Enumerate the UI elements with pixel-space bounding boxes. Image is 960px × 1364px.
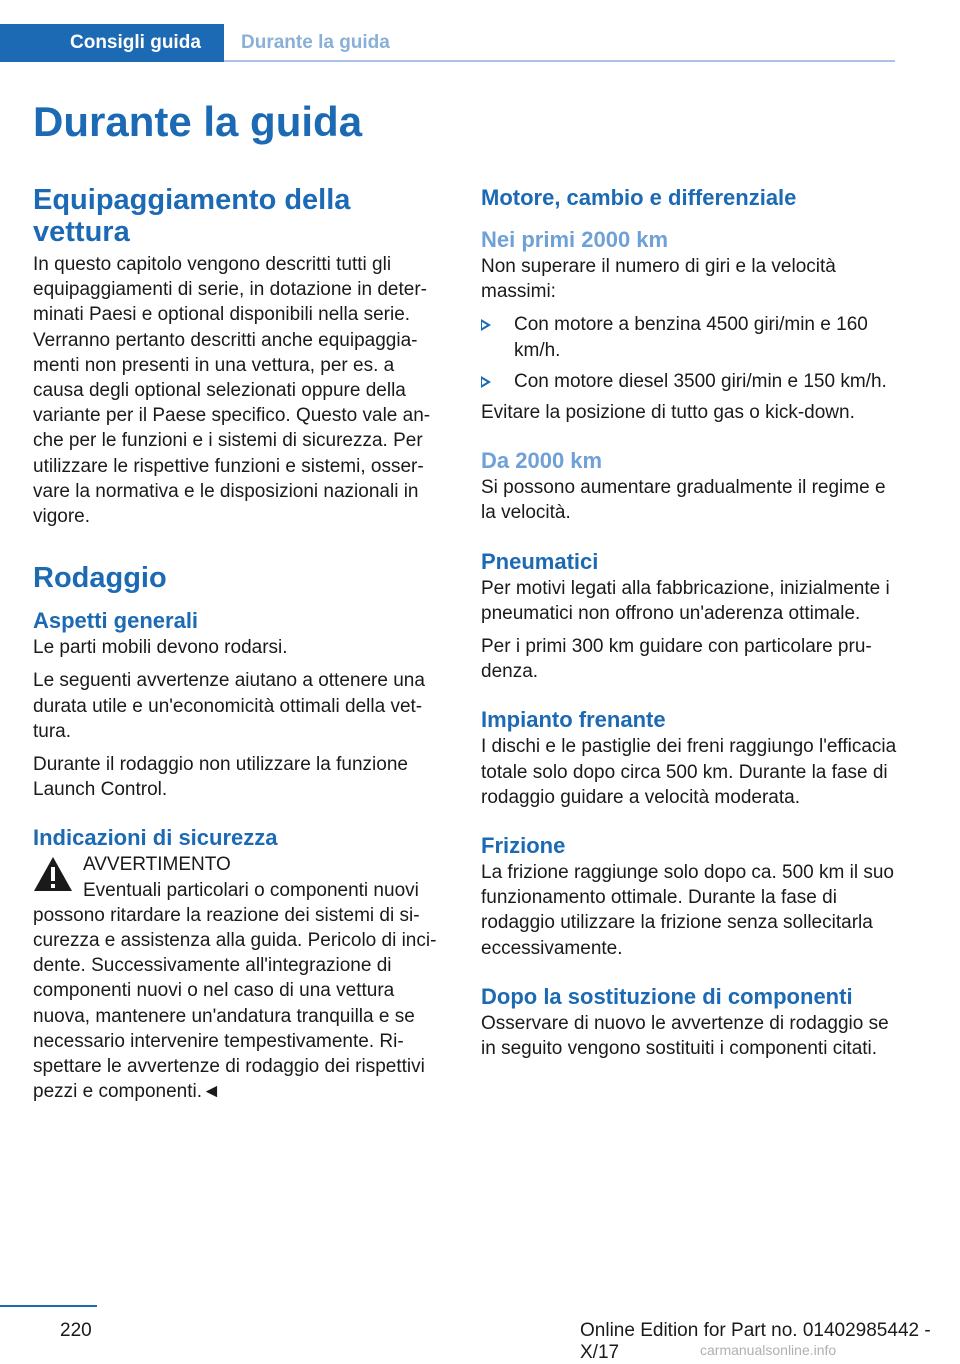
equipment-text: In questo capitolo vengono descritti tutti gli equipaggiamenti di serie, in dotazione in determinati Paesi e optional disponibili nella serie. Verranno pertanto descritti anche equipaggiamenti non presenti in una vettura, per es. a causa degli optional selezionati oppure della variante per il Paese specifico. Questo vale anche per le funzioni e i sistemi di sicurezza. Per utilizzare le rispettive funzioni e sistemi, osservare la normativa e le disposizioni nazionali in vigore. bbox=[33, 254, 431, 528]
list-item: Con motore a benzina 4500 giri/min e 160 km/h. bbox=[481, 312, 897, 362]
frenante-text: I dischi e le pastiglie dei freni raggiungo l'efficacia totale solo dopo circa 500 km. Durante la fase di rodaggio guidare a velocità moderata. bbox=[481, 736, 897, 808]
frenante-heading: Impianto frenante bbox=[481, 707, 666, 733]
sostituzione-text: Osservare di nuovo le avvertenze di rodaggio se in seguito vengono sostituiti i componenti citati. bbox=[481, 1012, 889, 1060]
chapter-tab[interactable]: Consigli guida bbox=[0, 24, 224, 62]
watermark: carmanualsonline.info bbox=[700, 1342, 837, 1358]
da2000-heading: Da 2000 km bbox=[481, 448, 603, 474]
bullet-triangle-icon bbox=[481, 319, 491, 331]
primi-heading: Nei primi 2000 km bbox=[481, 227, 669, 252]
warning-triangle-icon bbox=[33, 856, 73, 892]
edition-text: Online Edition for Part no. 01402985442 - X/17 bbox=[580, 1320, 931, 1363]
left-column bbox=[33, 184, 449, 1104]
page-title: Durante la guida bbox=[33, 98, 363, 145]
section-tab[interactable]: Durante la guida bbox=[241, 32, 390, 53]
motore-heading: Motore, cambio e differenziale bbox=[481, 185, 797, 210]
list-item: Con motore diesel 3500 giri/min e 150 km/h. bbox=[481, 369, 897, 394]
aspetti-text-2: Le seguenti avvertenze aiutano a ottenere una durata utile e un'economicità ottimali della vettura. bbox=[33, 670, 425, 742]
warning-first-line: Eventuali particolari o componenti nuovi bbox=[83, 879, 419, 901]
warning-title: AVVERTIMENTO bbox=[83, 854, 231, 876]
frizione-heading: Frizione bbox=[481, 833, 566, 859]
evitare-text: Evitare la posizione di tutto gas o kick-down. bbox=[481, 402, 855, 424]
aspetti-heading: Aspetti generali bbox=[33, 608, 199, 634]
pneumatici-heading: Pneumatici bbox=[481, 548, 599, 574]
header-divider bbox=[224, 60, 895, 62]
sostituzione-heading: Dopo la sostituzione di componenti bbox=[481, 983, 853, 1009]
da2000-text: Si possono aumentare gradualmente il regime e la velocità. bbox=[481, 477, 886, 524]
equipment-heading: Equipaggiamento della vettura bbox=[33, 184, 351, 248]
right-column bbox=[481, 184, 897, 1069]
pneumatici-text-2: Per i primi 300 km guidare con particolare prudenza. bbox=[481, 636, 872, 683]
page-number: 220 bbox=[60, 1320, 92, 1341]
rodaggio-heading: Rodaggio bbox=[33, 562, 167, 595]
aspetti-text-1: Le parti mobili devono rodarsi. bbox=[33, 637, 288, 659]
frizione-text: La frizione raggiunge solo dopo ca. 500 km il suo funzionamento ottimale. Durante la fase di rodaggio utilizzare la frizione senza sollecitarla eccessivamente. bbox=[481, 862, 894, 959]
bullet-triangle-icon bbox=[481, 376, 491, 388]
primi-text: Non superare il numero di giri e la velocità massimi: bbox=[481, 256, 836, 303]
page-header bbox=[0, 24, 895, 62]
aspetti-text-3: Durante il rodaggio non utilizzare la funzione Launch Control. bbox=[33, 754, 408, 801]
warning-body: possono ritardare la reazione dei sistemi di sicurezza e assistenza alla guida. Pericolo di incidente. Successivamente all'integrazione di componenti nuovi o nel caso di una vettura nuova, mantenere un'andatura tranquilla e se necessario intervenire tempestivamente. Rispettare le avvertenze di rodaggio dei rispettivi pezzi e componenti.◄ bbox=[33, 904, 437, 1103]
footer-divider bbox=[0, 1305, 97, 1307]
sicurezza-heading: Indicazioni di sicurezza bbox=[33, 825, 278, 851]
pneumatici-text-1: Per motivi legati alla fabbricazione, inizialmente i pneumatici non offrono un'aderenza ottimale. bbox=[481, 577, 890, 624]
warning-block bbox=[33, 852, 449, 1104]
